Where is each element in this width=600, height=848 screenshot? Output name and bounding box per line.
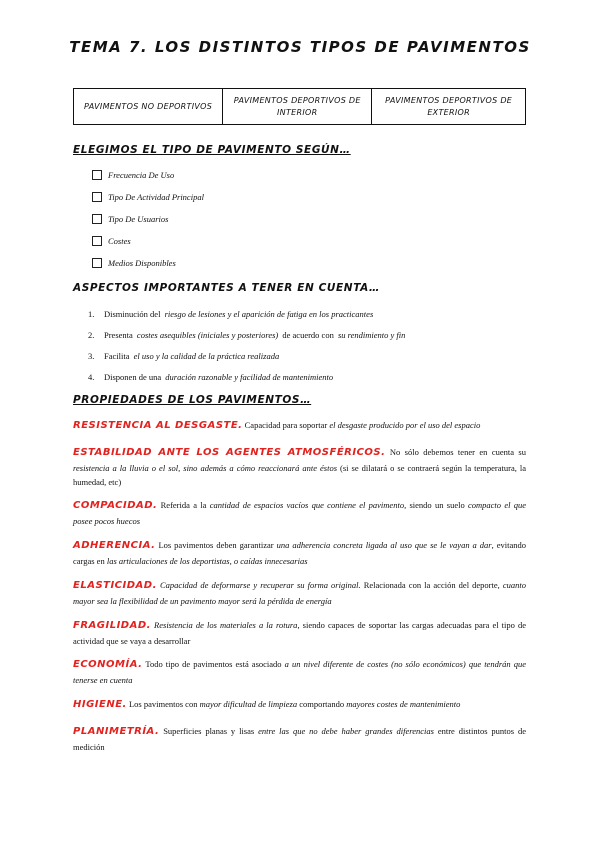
checkbox-icon[interactable] — [92, 236, 102, 246]
property-estabilidad: ESTABILIDAD ANTE LOS AGENTES ATMOSFÉRICOS. No sólo debemos tener en cuenta su resistencia a la lluvia o el sol, sino además a cómo reaccionará ante éstos (si se dilatará o se contraerá según la temperatura, la humedad, etc) — [73, 447, 527, 487]
criteria-checklist — [92, 164, 204, 274]
list-item: 2. Presenta costes asequibles (iniciales y posteriores) de acuerdo con su rendimiento y fin — [88, 329, 406, 340]
type-cell-interior: PAVIMENTOS DEPORTIVOS DE INTERIOR — [223, 89, 372, 125]
list-item: 3. Facilita el uso y la calidad de la práctica realizada — [88, 350, 280, 361]
aspects-list — [88, 303, 407, 387]
property-higiene: HIGIENE. Los pavimentos con mayor dificultad de limpieza comportando mayores costes de mantenimiento — [73, 699, 461, 710]
properties-heading: PROPIEDADES DE LOS PAVIMENTOS… — [73, 394, 312, 406]
list-item: 1. Disminución del riesgo de lesiones y el aparición de fatiga en los practicantes — [88, 308, 374, 319]
property-resistencia: RESISTENCIA AL DESGASTE. Capacidad para soportar el desgaste producido por el uso del espacio — [73, 420, 481, 431]
type-cell-exterior: PAVIMENTOS DEPORTIVOS DE EXTERIOR — [372, 89, 526, 125]
property-economia: ECONOMÍA. Todo tipo de pavimentos está asociado a un nivel diferente de costes (no sólo económicos) que tendrán que tenerse en cuenta — [73, 659, 526, 685]
list-item: 4. Disponen de una duración razonable y facilidad de mantenimiento — [88, 371, 334, 382]
checkbox-icon[interactable] — [92, 214, 102, 224]
aspects-heading: ASPECTOS IMPORTANTES A TENER EN CUENTA… — [73, 282, 380, 294]
checklist-item[interactable]: Medios Disponibles — [92, 252, 204, 274]
checklist-item[interactable]: Frecuencia De Uso — [92, 164, 204, 186]
property-compacidad: COMPACIDAD. Referida a la cantidad de espacios vacíos que contiene el pavimento, siendo un suelo compacto el que posee pocos huecos — [73, 500, 527, 526]
checkbox-icon[interactable] — [92, 258, 102, 268]
property-fragilidad: FRAGILIDAD. Resistencia de los materiales a la rotura, siendo capaces de soportar las cargas adecuadas para el tipo de actividad que se vaya a desarrollar — [73, 620, 527, 646]
checklist-item[interactable]: Costes — [92, 230, 204, 252]
property-elasticidad: ELASTICIDAD. Capacidad de deformarse y recuperar su forma original. Relacionada con la acción del deporte, cuanto mayor sea la flexibilidad de un pavimento mayor será la pérdida de energía — [73, 580, 527, 606]
checklist-item[interactable]: Tipo De Actividad Principal — [92, 186, 204, 208]
checklist-item[interactable]: Tipo De Usuarios — [92, 208, 204, 230]
pavement-types-table — [73, 88, 526, 125]
property-adherencia: ADHERENCIA. Los pavimentos deben garantizar una adherencia concreta ligada al uso que se le vayan a dar, evitando cargas en las articulaciones de los deportistas, o caídas innecesarias — [73, 540, 527, 566]
choose-heading: ELEGIMOS EL TIPO DE PAVIMENTO SEGÚN… — [73, 144, 351, 156]
property-planimetria: PLANIMETRÍA. Superficies planas y lisas entre las que no debe haber grandes diferencias entre distintos puntos de medición — [73, 726, 527, 752]
checkbox-icon[interactable] — [92, 192, 102, 202]
type-cell-no-deportivos: PAVIMENTOS NO DEPORTIVOS — [74, 89, 223, 125]
page-title: TEMA 7. LOS DISTINTOS TIPOS DE PAVIMENTOS — [69, 38, 531, 56]
checkbox-icon[interactable] — [92, 170, 102, 180]
